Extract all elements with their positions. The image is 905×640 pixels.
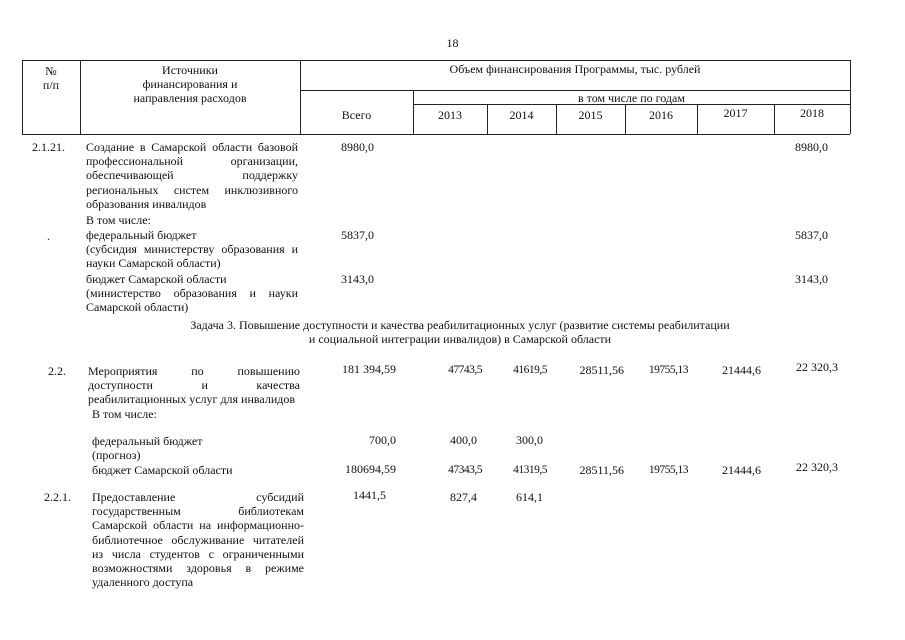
- row-value-2014: 41619,5: [513, 364, 547, 376]
- row-value-2018: 22 320,3: [796, 360, 838, 374]
- header-by-year: в том числе по годам: [578, 91, 685, 105]
- row-num: .: [47, 229, 50, 243]
- row-description: федеральный бюджет (прогноз): [92, 434, 203, 463]
- row-total: 8980,0: [341, 140, 374, 154]
- row-total: 181 394,59: [342, 362, 396, 376]
- row-total: 3143,0: [341, 272, 374, 286]
- page-number: 18: [446, 36, 459, 50]
- header-year-2016: 2016: [649, 108, 673, 122]
- header-year-2014: 2014: [509, 108, 534, 122]
- header-year-2013: 2013: [438, 108, 462, 122]
- row-num: 2.2.: [48, 364, 66, 378]
- row-value-2014: 614,1: [516, 490, 543, 504]
- row-description: бюджет Самарской области (министерство образования и науки Самарской области): [86, 272, 298, 315]
- row-including: В том числе:: [86, 213, 151, 227]
- row-num: 2.2.1.: [44, 490, 71, 504]
- row-value-2013: 827,4: [450, 490, 477, 504]
- header-year-2015: 2015: [578, 108, 603, 122]
- header-num: № п/п: [42, 64, 60, 92]
- row-description: Предоставление субсидий государственным библиотекам Самарской области на информационно-библиотечное обслуживание читателей из числа студентов с ограниченными возможностями здоровья в режиме удаленного доступа: [92, 490, 304, 590]
- row-including: В том числе:: [92, 407, 157, 421]
- row-total: 5837,0: [341, 228, 374, 242]
- row-total: 700,0: [369, 433, 396, 447]
- header-volume: Объем финансирования Программы, тыс. рублей: [449, 62, 701, 76]
- row-value-2016: 19755,13: [648, 464, 688, 476]
- row-value-2016: 19755,13: [648, 364, 688, 376]
- row-value-2017: 21444,6: [722, 363, 761, 377]
- row-value-2018: 22 320,3: [796, 460, 838, 474]
- header-total: Всего: [341, 108, 372, 122]
- header-year-2018: 2018: [800, 106, 824, 120]
- row-description: Создание в Самарской области базовой профессиональной организации, обеспечивающей поддержку региональных систем инклюзивного образования инвалидов: [86, 140, 298, 211]
- row-value-2013: 47343,5: [448, 464, 482, 476]
- row-value-2018: 3143,0: [795, 272, 828, 286]
- row-description: бюджет Самарской области: [92, 463, 233, 477]
- row-description: федеральный бюджет (субсидия министерству образования и науки Самарской области): [86, 228, 298, 271]
- row-value-2013: 47743,5: [448, 364, 482, 376]
- row-description: Мероприятия по повышению доступности и качества реабилитационных услуг для инвалидов: [88, 364, 300, 407]
- row-value-2018: 8980,0: [795, 140, 828, 154]
- row-value-2017: 21444,6: [722, 463, 761, 477]
- row-total: 1441,5: [353, 488, 386, 502]
- row-value-2013: 400,0: [450, 433, 477, 447]
- row-value-2018: 5837,0: [795, 228, 828, 242]
- row-value-2014: 300,0: [516, 433, 543, 447]
- header-year-2017: 2017: [723, 106, 748, 120]
- row-value-2015: 28511,56: [579, 463, 624, 477]
- task-heading: Задача 3. Повышение доступности и качества реабилитационных услуг (развитие системы реабилитации и социальной интеграции инвалидов) в Самарской области: [190, 318, 730, 346]
- row-num: 2.1.21.: [32, 140, 65, 154]
- row-total: 180694,59: [345, 462, 396, 476]
- header-sources: Источники финансирования и направления расходов: [133, 63, 247, 105]
- row-value-2014: 41319,5: [513, 464, 547, 476]
- row-value-2015: 28511,56: [579, 363, 624, 377]
